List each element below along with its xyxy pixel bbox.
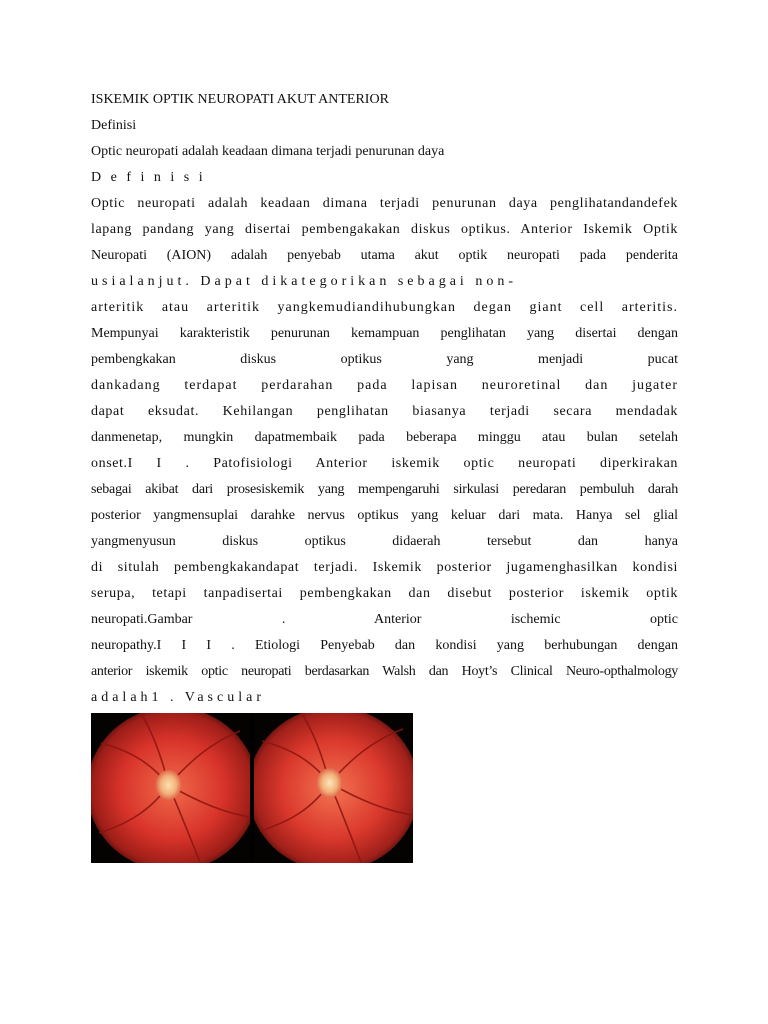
body-line: adalah1 . Vascular (91, 690, 265, 705)
body-line: onset.I I . Patofisiologi Anterior iskemik optic neuropati diperkirakan (91, 456, 678, 471)
body-line: dapat eksudat. Kehilangan penglihatan biasanya terjadi secara mendadak (91, 404, 678, 419)
body-line: pembengkakan diskus optikus yang menjadi pucat (91, 352, 678, 367)
fundus-photo-left (91, 713, 250, 863)
body-line: di situlah pembengkakandapat terjadi. Iskemik posterior jugamenghasilkan kondisi (91, 560, 678, 575)
body-line: danmenetap, mungkin dapatmembaik pada beberapa minggu atau bulan setelah (91, 430, 678, 445)
document-page (91, 87, 678, 711)
document-title: ISKEMIK OPTIK NEUROPATI AKUT ANTERIOR (91, 92, 389, 107)
spaced-definisi-heading: Definisi (91, 170, 213, 185)
body-line: neuropati.Gambar . Anterior ischemic optic (91, 612, 678, 627)
definisi-heading: Definisi (91, 118, 137, 133)
body-line: arteritik atau arteritik yangkemudiandihubungkan degan giant cell arteritis. (91, 300, 678, 315)
body-line: anterior iskemik optic neuropati berdasarkan Walsh dan Hoyt’s Clinical Neuro-opthalmology (91, 664, 678, 679)
body-line: yangmenyusun diskus optikus didaerah tersebut dan hanya (91, 534, 678, 549)
body-line: sebagai akibat dari prosesiskemik yang mempengaruhi sirkulasi peredaran pembuluh darah (91, 482, 678, 497)
body-line: serupa, tetapi tanpadisertai pembengkakan dan disebut posterior iskemik optik (91, 586, 678, 601)
body-text (91, 191, 678, 711)
body-line: usialanjut. Dapat dikategorikan sebagai non- (91, 274, 517, 289)
fundus-figure (91, 713, 413, 863)
body-line: posterior yangmensuplai darahke nervus optikus yang keluar dari mata. Hanya sel glial (91, 508, 678, 523)
body-line: dankadang terdapat perdarahan pada lapisan neuroretinal dan jugater (91, 378, 678, 393)
fundus-photo-right (254, 713, 413, 863)
body-line: lapang pandang yang disertai pembengakakan diskus optikus. Anterior Iskemik Optik (91, 222, 678, 237)
body-line: Optic neuropati adalah keadaan dimana terjadi penurunan daya penglihatandandefek (91, 196, 678, 211)
body-line: Neuropati (AION) adalah penyebab utama akut optik neuropati pada penderita (91, 248, 678, 263)
body-line: neuropathy.I I I . Etiologi Penyebab dan kondisi yang berhubungan dengan (91, 638, 678, 653)
intro-sentence: Optic neuropati adalah keadaan dimana terjadi penurunan daya (91, 144, 445, 159)
body-line: Mempunyai karakteristik penurunan kemampuan penglihatan yang disertai dengan (91, 326, 678, 341)
